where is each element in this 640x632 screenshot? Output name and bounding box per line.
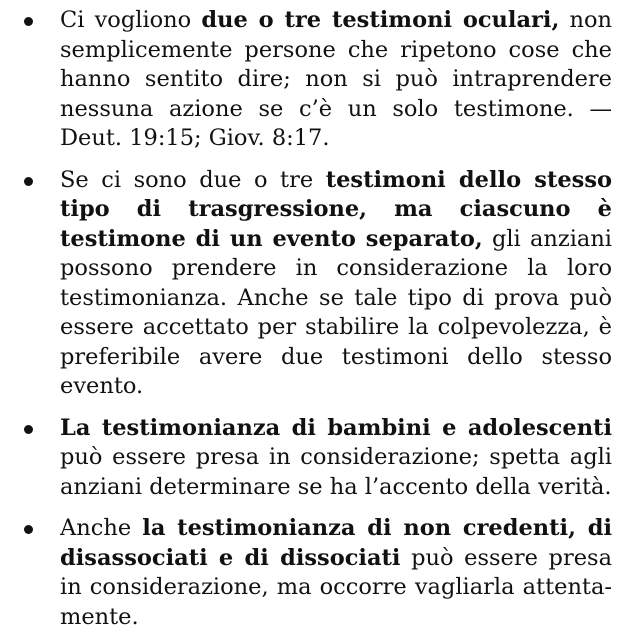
text-segment: Ci vogliono — [60, 7, 202, 33]
bold-text-segment: due o tre testimoni oculari, — [201, 7, 560, 33]
bold-text-segment: testimoni dello stesso tipo di trasgressione, ma ciascuno è testimone di un evento separato, — [60, 166, 613, 252]
bullet-item — [22, 514, 612, 632]
bullet-dot-icon — [24, 425, 33, 434]
bullet-item — [22, 166, 612, 402]
bullet-text — [60, 515, 612, 630]
bullet-dot-icon — [24, 177, 33, 186]
bullet-item — [22, 414, 612, 503]
bold-text-segment: La testimonianza di bambini e adolescenti — [60, 414, 612, 441]
text-segment: Anche — [60, 515, 143, 541]
text-segment: gli anziani possono prendere in considerazione la loro testimonianza. Anche se tale tipo di prova può essere accettato per stabilire la colpevolezza, è preferibile avere due testimoni dello stesso evento. — [60, 225, 612, 399]
bullet-text — [60, 7, 612, 151]
text-segment: Se ci sono due o tre — [60, 166, 326, 193]
text-segment: può essere presa in considerazione, ma occorre vagliarla attentamente. — [60, 544, 612, 630]
bullet-item — [22, 6, 612, 154]
bullet-dot-icon — [24, 17, 33, 26]
bullet-text — [60, 415, 612, 500]
bullet-text — [60, 167, 612, 400]
text-segment: può essere presa in considerazione; spetta agli anziani determinare se ha l’accento della verità. — [60, 444, 612, 500]
bullet-dot-icon — [24, 525, 33, 534]
bold-text-segment: la testimonianza di non credenti, di disassociati e di dissociati — [60, 515, 612, 571]
bullet-list — [22, 6, 612, 632]
text-segment: non semplicemente persone che ripetono cose che hanno sentito dire; non si può intraprendere nessuna azione se c’è un solo testimone. — Deut. 19:15; Giov. 8:17. — [60, 7, 612, 151]
